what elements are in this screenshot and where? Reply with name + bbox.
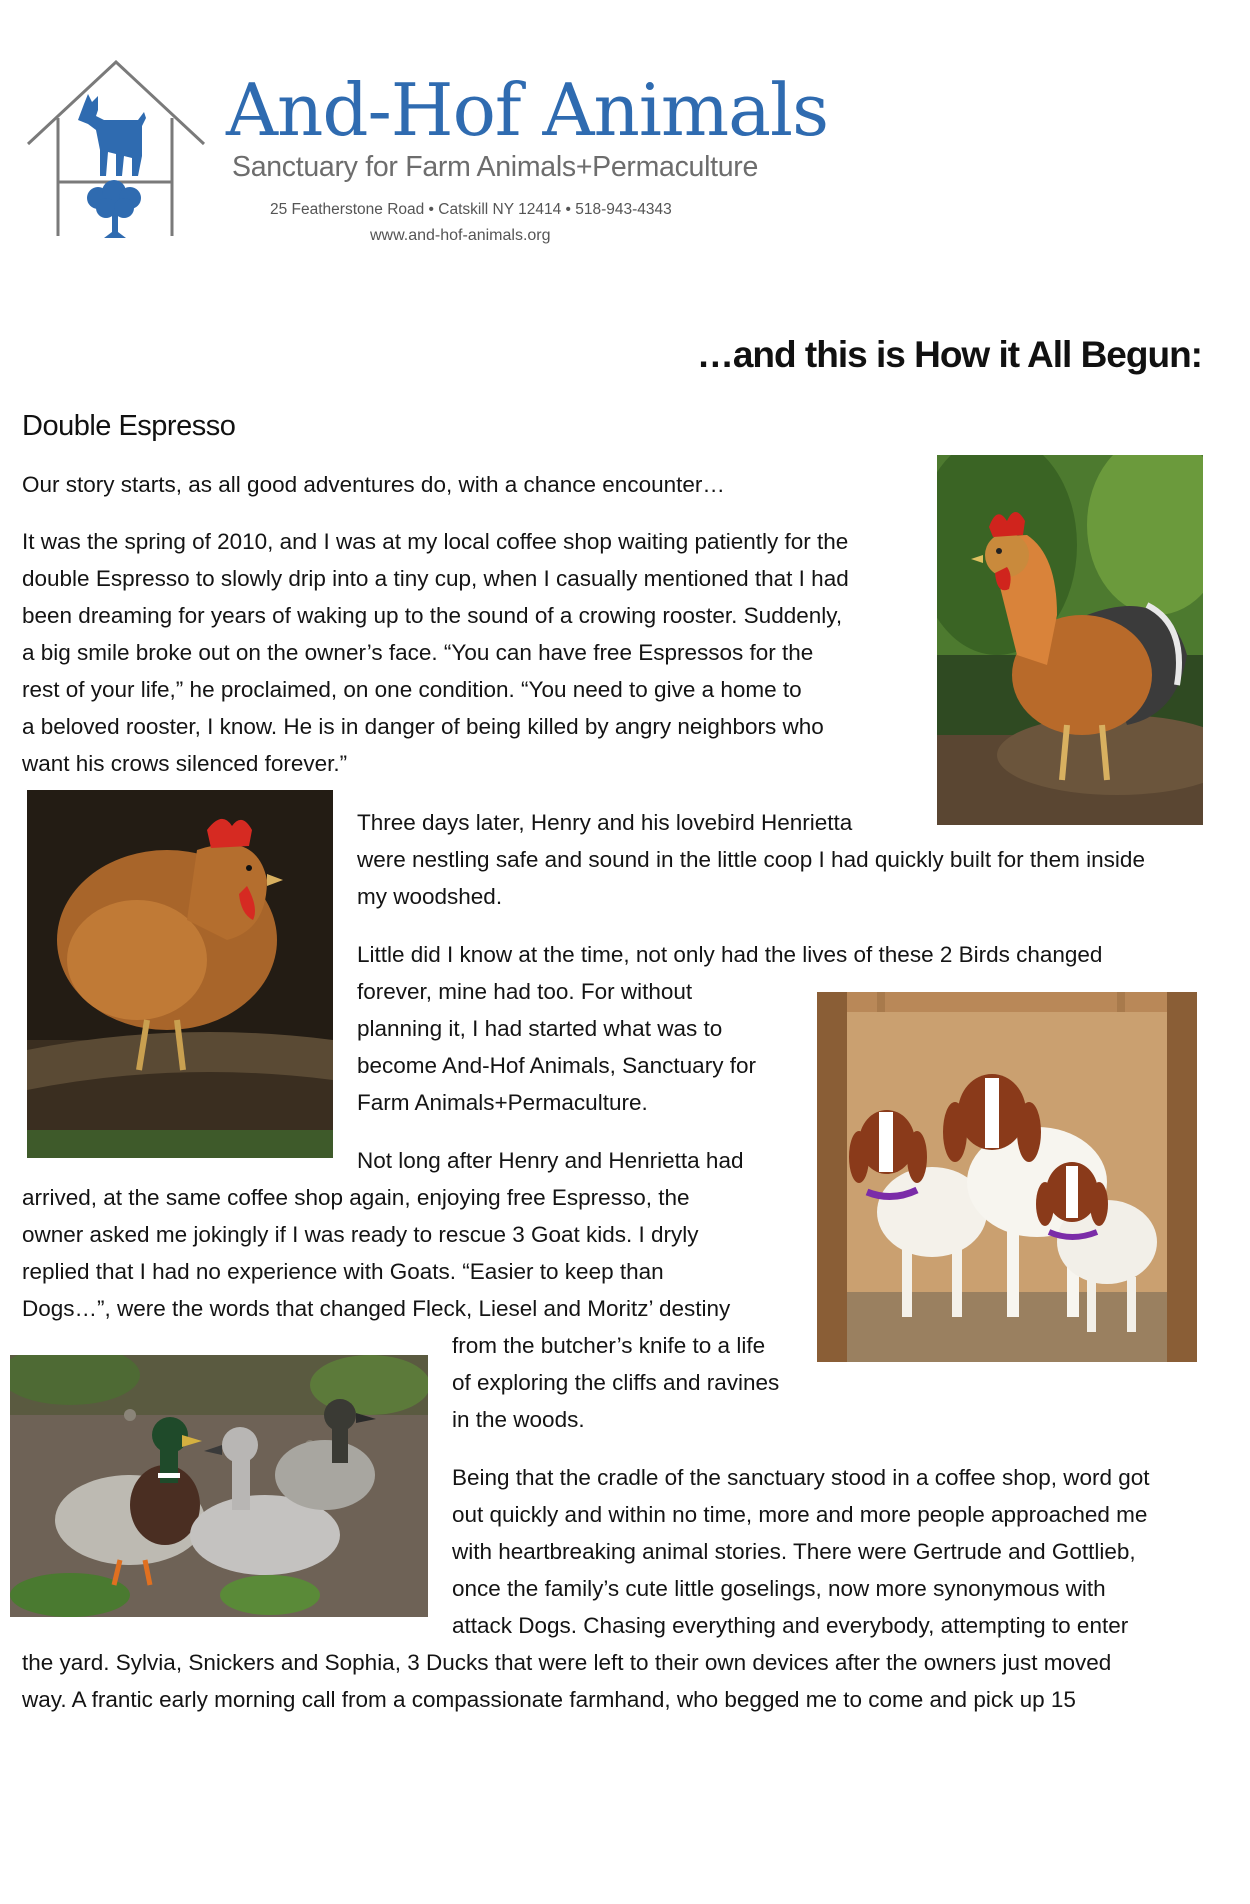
p1-line: been dreaming for years of waking up to the sound of a crowing rooster. Suddenly, <box>22 603 843 628</box>
section-heading: …and this is How it All Begun: <box>696 334 1202 375</box>
p4-line: from the butcher’s knife to a life <box>452 1333 766 1358</box>
p4-line: Not long after Henry and Henrietta had <box>357 1148 744 1173</box>
tree-icon <box>87 180 141 238</box>
p3-line: become And-Hof Animals, Sanctuary for <box>357 1053 756 1078</box>
p4-line: arrived, at the same coffee shop again, enjoying free Espresso, the <box>22 1185 690 1210</box>
p5-line: Being that the cradle of the sanctuary stood in a coffee shop, word got <box>452 1465 1150 1490</box>
story-title: Double Espresso <box>22 410 236 442</box>
p3-line: Little did I know at the time, not only had the lives of these 2 Birds changed <box>357 942 1103 967</box>
p5-line: once the family’s cute little goselings, now more synonymous with <box>452 1576 1106 1601</box>
brand-address: 25 Featherstone Road • Catskill NY 12414 • 518-943-4343 <box>270 201 672 218</box>
p5-line: the yard. Sylvia, Snickers and Sophia, 3 Ducks that were left to their own devices after the owners just moved <box>22 1650 1112 1675</box>
goats-photo <box>817 992 1197 1362</box>
p4-line: Dogs…”, were the words that changed Fleck, Liesel and Moritz’ destiny <box>22 1296 731 1321</box>
brand-website[interactable]: www.and-hof-animals.org <box>370 227 551 244</box>
p2-line: Three days later, Henry and his lovebird Henrietta <box>357 810 853 835</box>
p5-line: way. A frantic early morning call from a compassionate farmhand, who begged me to come and pick up 15 <box>22 1687 1076 1712</box>
p1-line: It was the spring of 2010, and I was at my local coffee shop waiting patiently for the <box>22 529 849 554</box>
p1-line: rest of your life,” he proclaimed, on one condition. “You need to give a home to <box>22 677 802 702</box>
p3-line: planning it, I had started what was to <box>357 1016 723 1041</box>
p2-line: were nestling safe and sound in the little coop I had quickly built for them inside <box>357 847 1145 872</box>
p5-line: attack Dogs. Chasing everything and everybody, attempting to enter <box>452 1613 1129 1638</box>
p3-line: Farm Animals+Permaculture. <box>357 1090 648 1115</box>
p4-line: replied that I had no experience with Goats. “Easier to keep than <box>22 1259 664 1284</box>
ducks-photo <box>10 1355 428 1617</box>
p2-line: my woodshed. <box>357 884 503 909</box>
p1-line: double Espresso to slowly drip into a tiny cup, when I casually mentioned that I had <box>22 566 849 591</box>
brand-name: And-Hof Animals <box>226 68 829 152</box>
p4-line: in the woods. <box>452 1407 585 1432</box>
p5-line: with heartbreaking animal stories. There were Gertrude and Gottlieb, <box>452 1539 1136 1564</box>
p1-line: a big smile broke out on the owner’s face. “You can have free Espressos for the <box>22 640 814 665</box>
goat-icon <box>78 94 146 176</box>
intro-line: Our story starts, as all good adventures do, with a chance encounter… <box>22 472 725 497</box>
p3-line: forever, mine had too. For without <box>357 979 693 1004</box>
p4-line: of exploring the cliffs and ravines <box>452 1370 780 1395</box>
hen-photo <box>27 790 333 1158</box>
brand-tagline: Sanctuary for Farm Animals+Permaculture <box>232 151 759 183</box>
p5-line: out quickly and within no time, more and more people approached me <box>452 1502 1148 1527</box>
rooster-photo <box>937 455 1203 825</box>
p4-line: owner asked me jokingly if I was ready to rescue 3 Goat kids. I dryly <box>22 1222 699 1247</box>
p1-line: want his crows silenced forever.” <box>22 751 348 776</box>
p1-line: a beloved rooster, I know. He is in danger of being killed by angry neighbors who <box>22 714 824 739</box>
logo-mark <box>26 60 206 255</box>
